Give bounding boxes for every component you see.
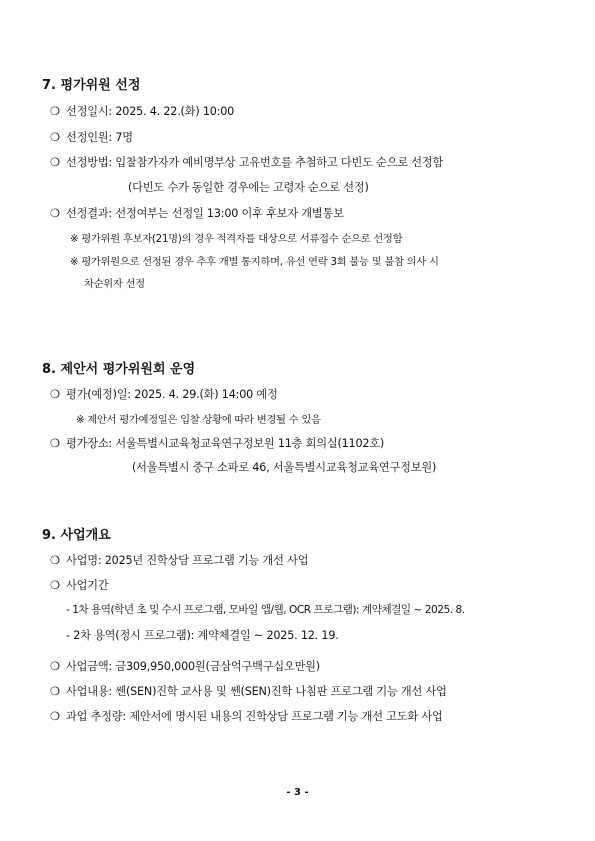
circle-bullet-icon: ❍ (50, 437, 60, 450)
circle-bullet-icon: ❍ (50, 131, 60, 144)
page-number: - 3 - (286, 787, 309, 798)
section-7-item-2: ❍ 선정인원: 7명 (50, 131, 133, 144)
section-7-note-2-continuation: 차순위자 선정 (84, 279, 145, 290)
circle-bullet-icon: ❍ (50, 207, 60, 220)
section-8-item-1: ❍ 평가(예정)일: 2025. 4. 29.(화) 14:00 예정 (50, 388, 278, 401)
circle-bullet-icon: ❍ (50, 156, 60, 169)
section-9-item-project-period: ❍ 사업기간 (50, 579, 109, 592)
section-7-note-1: ※ 평가위원 후보자(21명)의 경우 적격자를 대상으로 서류접수 순으로 선정함 (70, 234, 403, 245)
circle-bullet-icon: ❍ (50, 710, 60, 723)
circle-bullet-icon: ❍ (50, 660, 60, 673)
section-9-item-amount: ❍ 사업금액: 금309,950,000원(금삼억구백구십오만원) (50, 660, 320, 673)
circle-bullet-icon: ❍ (50, 105, 60, 118)
section-7-note-2: ※ 평가위원으로 선정된 경우 추후 개별 통지하며, 유선 연락 3회 불능 및 불참 의사 시 (70, 257, 439, 268)
section-8-heading: 8. 제안서 평가위원회 운영 (42, 362, 196, 377)
section-8-note: ※ 제안서 평가예정일은 입찰 상황에 따라 변경될 수 있음 (76, 415, 321, 426)
section-9-item-content: ❍ 사업내용: 쎈(SEN)진학 교사용 및 쎈(SEN)진학 나침판 프로그램 기능 개선 사업 (50, 685, 447, 698)
circle-bullet-icon: ❍ (50, 685, 60, 698)
section-9-period-phase-1: - 1차 용역(학년 초 및 수시 프로그램, 모바일 앱/웹, OCR 프로그램): 계약체결일 ~ 2025. 8. (66, 604, 465, 616)
section-7-item-4: ❍ 선정결과: 선정여부는 선정일 13:00 이후 후보자 개별통보 (50, 207, 344, 220)
section-9-heading: 9. 사업개요 (42, 528, 111, 543)
section-8-item-2-continuation: (서울특별시 중구 소파로 46, 서울특별시교육청교육연구정보원) (132, 461, 437, 474)
circle-bullet-icon: ❍ (50, 579, 60, 592)
section-9-item-project-name: ❍ 사업명: 2025년 진학상담 프로그램 기능 개선 사업 (50, 554, 309, 567)
circle-bullet-icon: ❍ (50, 554, 60, 567)
section-7-item-1: ❍ 선정일시: 2025. 4. 22.(화) 10:00 (50, 105, 235, 118)
section-8-item-2: ❍ 평가장소: 서울특별시교육청교육연구정보원 11층 회의실(1102호) (50, 437, 385, 450)
section-7-item-3: ❍ 선정방법: 입찰참가자가 예비명부상 고유번호를 추첨하고 다빈도 순으로 선정함 (50, 156, 444, 169)
section-7-heading: 7. 평가위원 선정 (42, 78, 141, 93)
circle-bullet-icon: ❍ (50, 388, 60, 401)
section-7-item-3-continuation: (다빈도 수가 동일한 경우에는 고령자 순으로 선정) (128, 181, 369, 194)
section-9-item-scope: ❍ 과업 추정량: 제안서에 명시된 내용의 진학상담 프로그램 기능 개선 고도화 사업 (50, 710, 443, 723)
section-9-period-phase-2: - 2차 용역(정시 프로그램): 계약체결일 ~ 2025. 12. 19. (66, 629, 339, 642)
